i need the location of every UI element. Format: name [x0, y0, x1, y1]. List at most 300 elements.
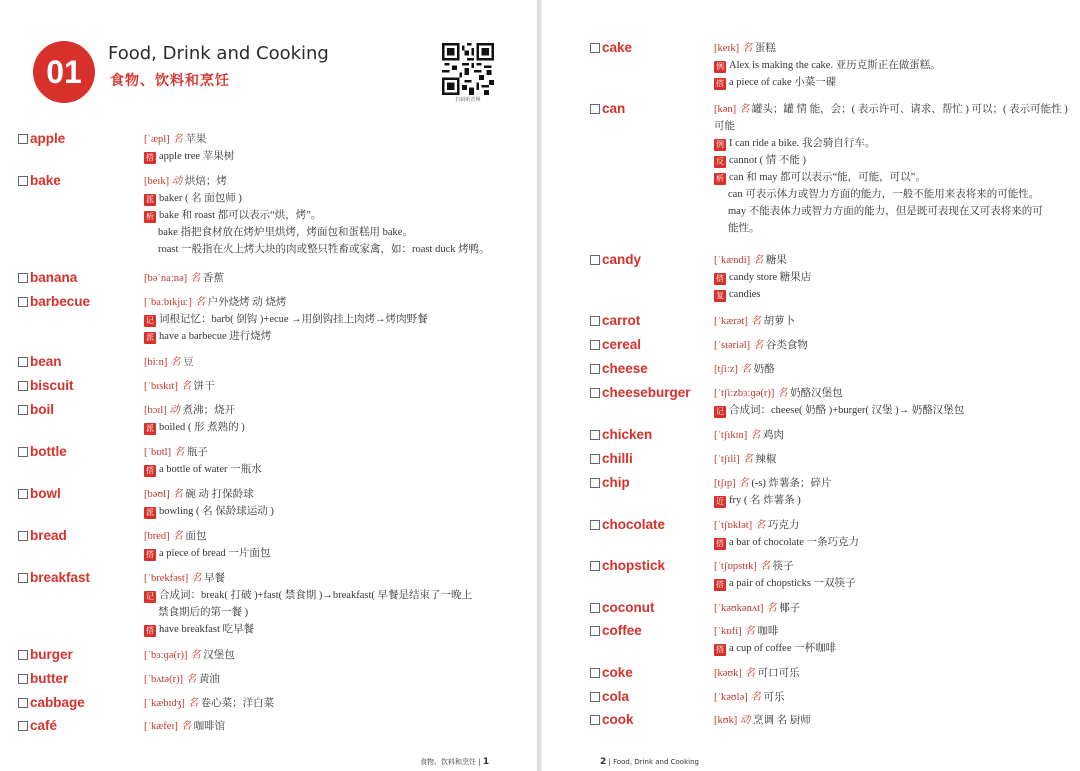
- definition-text: a bar of chocolate 一条巧克力: [729, 537, 860, 548]
- headword-text: bake: [30, 173, 61, 188]
- checkbox-icon[interactable]: [590, 316, 600, 326]
- definition-text: apple tree 苹果树: [159, 151, 235, 162]
- note-tag-icon: 反: [716, 157, 724, 166]
- part-of-speech: 名: [173, 447, 185, 458]
- headword-text: cake: [602, 40, 633, 55]
- part-of-speech: 名: [172, 531, 183, 542]
- headword: [590, 689, 629, 705]
- definition-line: [144, 173, 490, 190]
- definition-text: 筷子: [772, 561, 794, 572]
- definition-text: can 可表示体力或智力方面的能力，一般不能用来表将来的可能性。: [728, 189, 1040, 200]
- headword-text: cola: [602, 689, 630, 704]
- definition-line: [144, 486, 274, 503]
- definition-line: [714, 665, 800, 682]
- definition-text: 卷心菜；洋白菜: [200, 698, 275, 709]
- checkbox-icon[interactable]: [590, 104, 600, 114]
- definition-line: [144, 444, 262, 461]
- definition-line: [144, 570, 472, 587]
- left-page: [0, 0, 537, 771]
- definition-line: [714, 689, 785, 706]
- definition-text: a piece of bread 一片面包: [159, 548, 271, 559]
- note-tag-icon: 搭: [146, 153, 154, 162]
- checkbox-icon[interactable]: [590, 520, 600, 530]
- definition-line: [714, 313, 795, 330]
- headword: [590, 337, 641, 353]
- definition-text: 鸡肉: [763, 430, 784, 441]
- part-of-speech: 名: [189, 273, 201, 284]
- headword-text: chilli: [602, 451, 633, 466]
- headword: [18, 570, 90, 586]
- headword-text: café: [30, 718, 58, 733]
- part-of-speech: 名: [738, 104, 750, 115]
- definition-text: baker ( 名 面包师 ): [159, 193, 242, 204]
- definition-line: [714, 269, 811, 286]
- definition-text: 禁食期后的第一餐 ): [158, 607, 249, 618]
- headword-text: coke: [602, 665, 633, 680]
- definition-line: [714, 252, 811, 269]
- phonetic: [ˈbaːbɪkjuː]: [144, 297, 192, 308]
- definition-line: [144, 718, 225, 735]
- headword-text: carrot: [602, 313, 641, 328]
- note-tag-icon: 派: [146, 333, 154, 342]
- definition-text: 胡萝卜: [763, 316, 796, 327]
- headword-text: barbecue: [30, 294, 91, 309]
- part-of-speech: 名: [172, 134, 183, 145]
- checkbox-icon[interactable]: [18, 531, 28, 541]
- definition-text: 可能: [714, 121, 735, 132]
- headword: [590, 385, 691, 401]
- note-tag-icon: 派: [146, 424, 154, 433]
- definition-text: boiled ( 形 煮熟的 ): [159, 422, 245, 433]
- definition-text: candy store 糖果店: [729, 272, 812, 283]
- note-tag-icon: 搭: [716, 580, 724, 589]
- definition-text: 瓶子: [186, 447, 208, 458]
- unit-number-badge: 01: [33, 41, 95, 103]
- checkbox-icon[interactable]: [18, 698, 28, 708]
- note-tag-icon: 搭: [716, 645, 724, 654]
- unit-title: Food, Drink and Cooking: [108, 43, 329, 64]
- definition-line: [144, 503, 274, 520]
- definition-text: 黄油: [198, 674, 220, 685]
- checkbox-icon[interactable]: [18, 297, 28, 307]
- definition-text: can 和 may 都可以表示“能，可能，可以”。: [729, 172, 926, 183]
- note-tag-icon: 析: [146, 212, 154, 221]
- phonetic: [ˈsɪəriəl]: [714, 340, 751, 351]
- checkbox-icon[interactable]: [18, 405, 28, 415]
- part-of-speech: 动: [739, 715, 751, 726]
- qr-code[interactable]: [441, 43, 495, 105]
- phonetic: [ˈbrekfəst]: [144, 573, 189, 584]
- headword: [590, 313, 640, 329]
- phonetic: [ˈbɜːɡə(r)]: [144, 650, 188, 661]
- definition-line: [714, 361, 775, 378]
- definition-text: 烘焙；烤: [184, 176, 227, 187]
- headword: [590, 101, 625, 117]
- definition-line: [144, 131, 234, 148]
- definition-line: [714, 337, 808, 354]
- note-tag-icon: 复: [716, 291, 724, 300]
- definition-text: 谷类食物: [765, 340, 808, 351]
- definition-line: [144, 587, 472, 604]
- footer-left-text: 食物、饮料和烹饪: [420, 758, 476, 766]
- page-number-left: 1: [482, 757, 490, 767]
- headword: [590, 517, 665, 533]
- checkbox-icon[interactable]: [590, 668, 600, 678]
- headword-text: bottle: [30, 444, 67, 459]
- footer-right-text: Food, Drink and Cooking: [613, 758, 699, 766]
- headword: [590, 600, 655, 616]
- definition-line: [144, 241, 490, 258]
- checkbox-icon[interactable]: [590, 603, 600, 613]
- definition-line: [714, 57, 941, 74]
- part-of-speech: 名: [180, 721, 191, 732]
- headword-text: coconut: [602, 600, 655, 615]
- part-of-speech: 名: [766, 603, 777, 614]
- part-of-speech: 名: [752, 255, 764, 266]
- checkbox-icon[interactable]: [18, 721, 28, 731]
- definition-text: 苹果: [185, 134, 207, 145]
- part-of-speech: 动: [169, 405, 180, 416]
- definition-text: 早餐: [204, 573, 226, 584]
- headword-text: cook: [602, 712, 634, 727]
- headword: [18, 528, 67, 544]
- definition-line: [714, 492, 832, 509]
- headword: [590, 451, 633, 467]
- definition-line: [714, 101, 1068, 118]
- headword-text: cheese: [602, 361, 648, 376]
- headword-text: chopstick: [602, 558, 666, 573]
- phonetic: [ˈkəʊlə]: [714, 692, 748, 703]
- part-of-speech: 名: [744, 626, 755, 637]
- part-of-speech: 名: [777, 388, 788, 399]
- definition-text: 汉堡包: [203, 650, 235, 661]
- note-tag-icon: 记: [716, 407, 724, 416]
- definition-line: [714, 427, 784, 444]
- headword-text: bread: [30, 528, 67, 543]
- checkbox-icon[interactable]: [18, 573, 28, 583]
- phonetic: [tʃiːz]: [714, 364, 738, 375]
- definition-text: candies: [729, 289, 761, 300]
- definition-line: [714, 118, 1068, 135]
- note-tag-icon: 搭: [716, 539, 724, 548]
- headword-text: bowl: [30, 486, 61, 501]
- definition-text: 烹调 名 厨师: [753, 715, 811, 726]
- headword-text: burger: [30, 647, 73, 662]
- headword-text: breakfast: [30, 570, 91, 585]
- headword: [18, 402, 54, 418]
- headword: [590, 623, 642, 639]
- definition-text: 糖果: [765, 255, 787, 266]
- definition-text: 罐头；罐 情 能，会；( 表示许可、请求、帮忙 ) 可以；( 表示可能性 ): [751, 104, 1068, 115]
- headword-text: cereal: [602, 337, 642, 352]
- definition-text: a bottle of water 一瓶水: [159, 464, 262, 475]
- headword: [590, 665, 633, 681]
- part-of-speech: 动: [171, 176, 183, 187]
- definition-text: 椰子: [779, 603, 801, 614]
- phonetic: [bɔɪl]: [144, 405, 167, 416]
- definition-line: [144, 190, 490, 207]
- phonetic: [ˈkændi]: [714, 255, 751, 266]
- checkbox-icon[interactable]: [590, 388, 600, 398]
- phonetic: [ˈbʌtə(r)]: [144, 674, 184, 685]
- checkbox-icon[interactable]: [590, 715, 600, 725]
- qr-caption: 扫码听音频: [455, 97, 481, 103]
- note-tag-icon: 派: [146, 508, 154, 517]
- phonetic: [ˈtʃiːzbɜːɡə(r)]: [714, 388, 775, 399]
- checkbox-icon[interactable]: [18, 357, 28, 367]
- headword: [18, 695, 85, 711]
- checkbox-icon[interactable]: [590, 364, 600, 374]
- part-of-speech: 名: [749, 430, 761, 441]
- definition-line: [714, 534, 859, 551]
- headword-text: coffee: [602, 623, 642, 638]
- definition-text: 碗 动 打保龄球: [185, 489, 254, 500]
- definition-line: [144, 461, 262, 478]
- part-of-speech: 名: [180, 381, 191, 392]
- definition-line: [714, 186, 1068, 203]
- definition-text: 辣椒: [755, 454, 777, 465]
- definition-line: [714, 475, 832, 492]
- headword: [590, 712, 634, 728]
- part-of-speech: 名: [190, 650, 201, 661]
- part-of-speech: 名: [738, 478, 749, 489]
- definition-line: [144, 402, 245, 419]
- checkbox-icon[interactable]: [590, 626, 600, 636]
- headword: [18, 354, 62, 370]
- definition-line: [714, 402, 964, 419]
- headword-text: chip: [602, 475, 630, 490]
- definition-line: [714, 40, 941, 57]
- definition-line: [144, 328, 428, 345]
- part-of-speech: 名: [742, 454, 753, 465]
- definition-text: cannot ( 情 不能 ): [729, 155, 806, 166]
- checkbox-icon[interactable]: [590, 43, 600, 53]
- checkbox-icon[interactable]: [18, 650, 28, 660]
- definition-text: bake 和 roast 都可以表示“烘，烤”。: [159, 210, 322, 221]
- phonetic: [ˈtʃɒpstɪk]: [714, 561, 757, 572]
- definition-text: 户外烧烤 动 烧烤: [207, 297, 287, 308]
- footer-right: 2 | Food, Drink and Cooking: [600, 757, 699, 767]
- note-tag-icon: 例: [716, 62, 724, 71]
- checkbox-icon[interactable]: [18, 489, 28, 499]
- definition-text: have breakfast 吃早餐: [159, 624, 255, 635]
- headword: [18, 294, 90, 310]
- headword: [590, 558, 665, 574]
- part-of-speech: 名: [172, 489, 183, 500]
- definition-text: 合成词：cheese( 奶酪 )+burger( 汉堡 )→ 奶酪汉堡包: [729, 405, 965, 416]
- definition-line: [144, 528, 270, 545]
- checkbox-icon[interactable]: [18, 176, 28, 186]
- part-of-speech: 名: [759, 561, 770, 572]
- headword-text: chocolate: [602, 517, 666, 532]
- definition-line: [144, 207, 490, 224]
- headword-text: butter: [30, 671, 69, 686]
- part-of-speech: 名: [169, 357, 181, 368]
- checkbox-icon[interactable]: [590, 255, 600, 265]
- definition-line: [714, 575, 856, 592]
- note-tag-icon: 析: [716, 174, 724, 183]
- definition-line: [144, 671, 220, 688]
- definition-text: 咖啡: [757, 626, 779, 637]
- part-of-speech: 名: [740, 364, 752, 375]
- headword-text: bean: [30, 354, 62, 369]
- headword-text: candy: [602, 252, 642, 267]
- definition-line: [144, 621, 472, 638]
- phonetic: [beɪk]: [144, 176, 170, 187]
- phonetic: [ˈkæbɪdʒ]: [144, 698, 185, 709]
- definition-text: 豆: [183, 357, 194, 368]
- note-tag-icon: 搭: [716, 274, 724, 283]
- definition-line: [714, 600, 800, 617]
- headword: [18, 270, 77, 286]
- headword-text: chicken: [602, 427, 653, 442]
- definition-line: [144, 311, 428, 328]
- part-of-speech: 名: [190, 573, 202, 584]
- definition-text: 可乐: [763, 692, 785, 703]
- phonetic: [biːn]: [144, 357, 168, 368]
- headword: [18, 378, 74, 394]
- definition-line: [144, 270, 224, 287]
- definition-text: 煮沸；烧开: [182, 405, 235, 416]
- page-number-right: 2: [600, 757, 607, 767]
- definition-text: bowling ( 名 保龄球运动 ): [159, 506, 274, 517]
- checkbox-icon[interactable]: [590, 478, 600, 488]
- part-of-speech: 名: [741, 43, 753, 54]
- definition-line: [714, 220, 1068, 237]
- definition-line: [714, 712, 811, 729]
- definition-line: [144, 294, 428, 311]
- headword: [18, 647, 73, 663]
- headword: [18, 718, 57, 734]
- definition-text: a cup of coffee 一杯咖啡: [729, 643, 837, 654]
- definition-text: Alex is making the cake. 亚历克斯正在做蛋糕。: [729, 60, 941, 71]
- headword-text: boil: [30, 402, 54, 417]
- headword-text: banana: [30, 270, 78, 285]
- phonetic: [bred]: [144, 531, 170, 542]
- headword: [590, 475, 630, 491]
- headword: [18, 444, 67, 460]
- unit-subtitle: 食物、饮料和烹饪: [110, 73, 230, 89]
- definition-line: [714, 385, 964, 402]
- definition-line: [714, 74, 941, 91]
- checkbox-icon[interactable]: [18, 381, 28, 391]
- headword: [18, 671, 68, 687]
- definition-text: 合成词：break( 打破 )+fast( 禁食期 )→breakfast( 早餐是结束了一晚上: [159, 590, 472, 601]
- note-tag-icon: 搭: [146, 550, 154, 559]
- definition-text: 能性。: [728, 223, 760, 234]
- phonetic: [kəʊk]: [714, 668, 742, 679]
- definition-text: bake 指把食材放在烤炉里烘烤，烤面包和蛋糕用 bake。: [158, 227, 413, 238]
- definition-line: [144, 148, 234, 165]
- part-of-speech: 名: [744, 668, 756, 679]
- phonetic: [ˈtʃɪli]: [714, 454, 740, 465]
- definition-text: 蛋糕: [754, 43, 776, 54]
- note-tag-icon: 记: [146, 316, 154, 325]
- definition-text: roast 一般指在火上烤大块的肉或整只牲畜或家禽，如：roast duck 烤鸭。: [158, 244, 490, 255]
- note-tag-icon: 搭: [146, 626, 154, 635]
- headword-text: cheeseburger: [602, 385, 691, 400]
- definition-text: I can ride a bike. 我会骑自行车。: [729, 138, 876, 149]
- checkbox-icon[interactable]: [590, 692, 600, 702]
- definition-line: [714, 286, 811, 303]
- definition-line: [714, 203, 1068, 220]
- definition-text: (-s) 炸薯条；碎片: [751, 478, 832, 489]
- part-of-speech: 名: [750, 316, 761, 327]
- definition-text: 巧克力: [767, 520, 800, 531]
- headword: [590, 361, 648, 377]
- phonetic: [bəʊl]: [144, 489, 170, 500]
- phonetic: [ˈæpl]: [144, 134, 170, 145]
- definition-text: 可口可乐: [757, 668, 800, 679]
- definition-line: [144, 378, 215, 395]
- headword: [590, 252, 641, 268]
- definition-line: [144, 647, 235, 664]
- phonetic: [tʃɪp]: [714, 478, 736, 489]
- phonetic: [ˈkæfeɪ]: [144, 721, 178, 732]
- definition-line: [144, 604, 472, 621]
- qr-code-icon: [441, 43, 495, 95]
- definition-text: 咖啡馆: [193, 721, 226, 732]
- definition-line: [714, 135, 1068, 152]
- definition-line: [144, 354, 194, 371]
- headword: [590, 427, 652, 443]
- definition-text: 饼干: [193, 381, 215, 392]
- phonetic: [bəˈnaːnə]: [144, 273, 188, 284]
- definition-text: a piece of cake 小菜一碟: [729, 77, 837, 88]
- checkbox-icon[interactable]: [18, 447, 28, 457]
- checkbox-icon[interactable]: [590, 454, 600, 464]
- checkbox-icon[interactable]: [18, 674, 28, 684]
- footer-left: 食物、饮料和烹饪 | 1: [420, 757, 490, 767]
- phonetic: [ˈkəʊkənʌt]: [714, 603, 764, 614]
- definition-text: a pair of chopsticks 一双筷子: [729, 578, 856, 589]
- phonetic: [ˈtʃɪkɪn]: [714, 430, 748, 441]
- definition-text: 香蕉: [202, 273, 224, 284]
- part-of-speech: 名: [750, 692, 761, 703]
- part-of-speech: 名: [187, 698, 198, 709]
- definition-text: 奶酪汉堡包: [790, 388, 843, 399]
- note-tag-icon: 记: [146, 592, 154, 601]
- checkbox-icon[interactable]: [18, 134, 28, 144]
- definition-line: [144, 419, 245, 436]
- checkbox-icon[interactable]: [18, 273, 28, 283]
- phonetic: [keɪk]: [714, 43, 740, 54]
- definition-line: [714, 517, 859, 534]
- headword-text: can: [602, 101, 626, 116]
- definition-line: [714, 451, 776, 468]
- definition-line: [714, 623, 836, 640]
- checkbox-icon[interactable]: [590, 340, 600, 350]
- definition-text: 奶酪: [753, 364, 775, 375]
- definition-text: have a barbecue 进行烧烤: [159, 331, 272, 342]
- part-of-speech: 名: [754, 520, 766, 531]
- headword: [18, 131, 65, 147]
- definition-text: 词根记忆：barb( 倒钩 )+ecue →用倒钩挂上肉烤→烤肉野餐: [159, 314, 428, 325]
- note-tag-icon: 派: [146, 195, 154, 204]
- note-tag-icon: 搭: [716, 79, 724, 88]
- note-tag-icon: 例: [716, 140, 724, 149]
- checkbox-icon[interactable]: [590, 561, 600, 571]
- headword-text: apple: [30, 131, 66, 146]
- definition-line: [714, 152, 1068, 169]
- phonetic: [ˈkærət]: [714, 316, 748, 327]
- phonetic: [ˈkɒfi]: [714, 626, 742, 637]
- definition-line: [144, 545, 270, 562]
- definition-line: [714, 640, 836, 657]
- part-of-speech: 名: [752, 340, 764, 351]
- checkbox-icon[interactable]: [590, 430, 600, 440]
- definition-line: [714, 558, 856, 575]
